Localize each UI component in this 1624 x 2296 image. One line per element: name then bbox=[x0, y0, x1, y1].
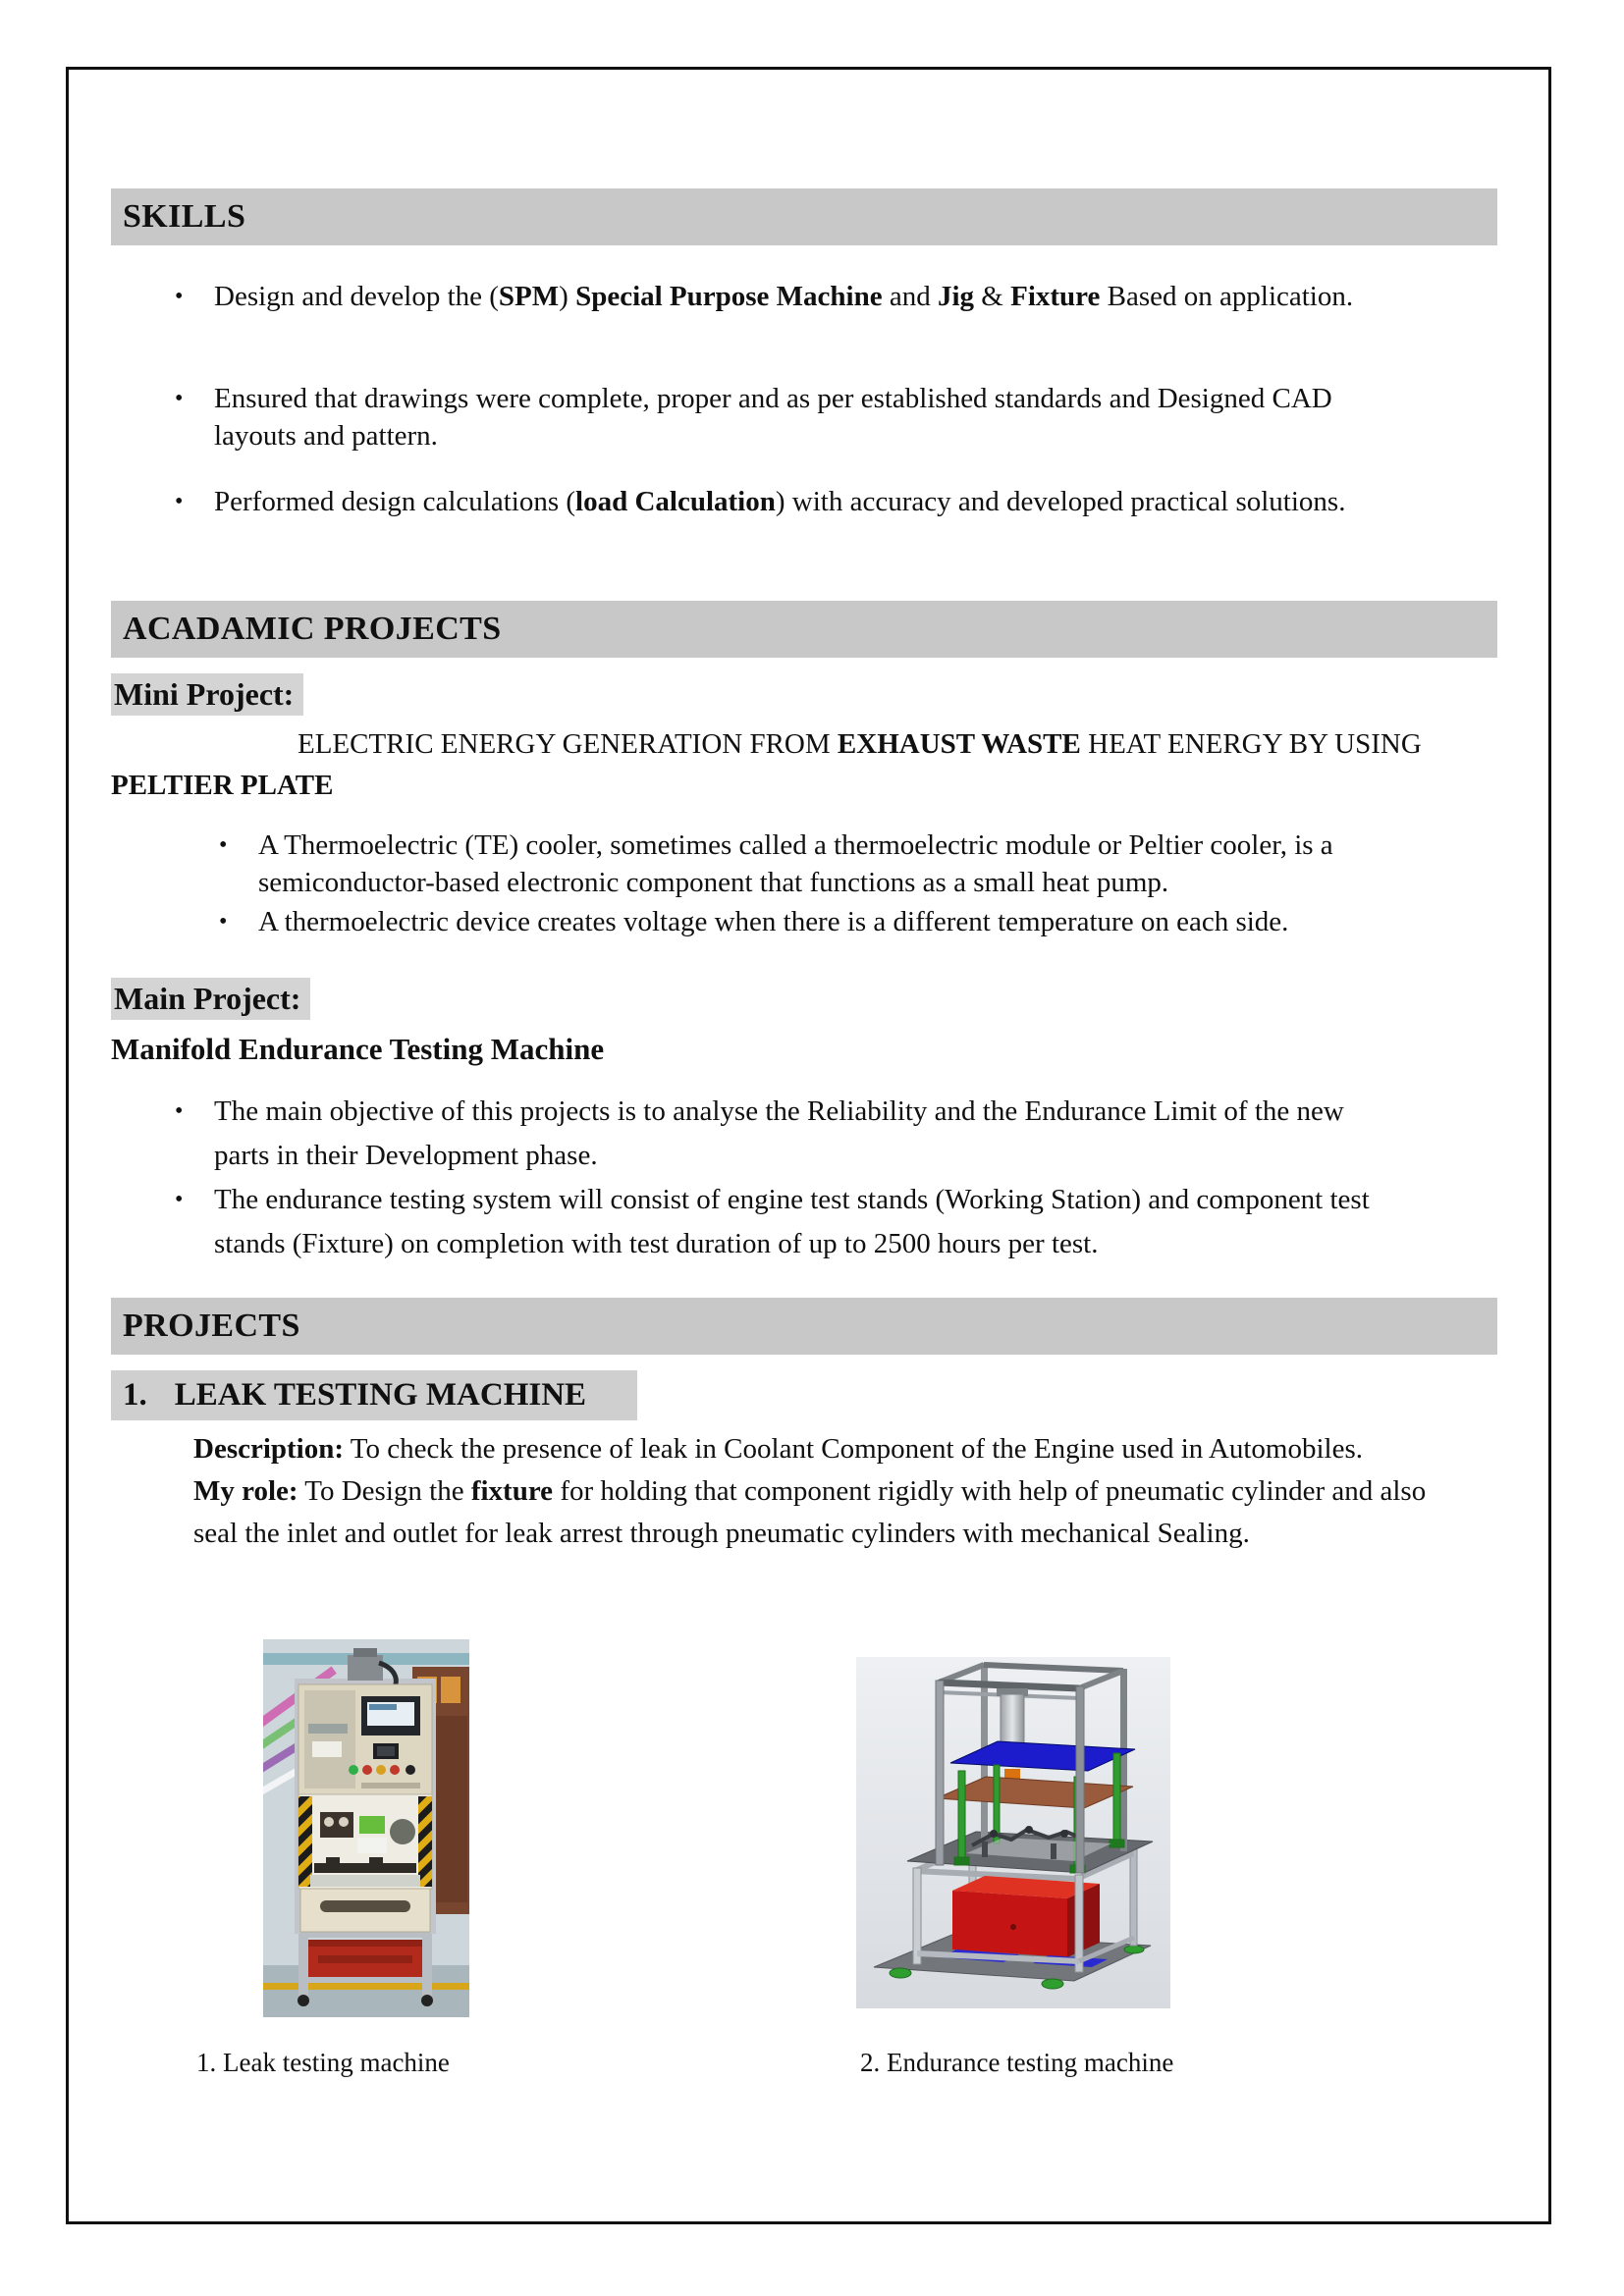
bullet-icon: • bbox=[219, 832, 228, 858]
project-1-title-label: LEAK TESTING MACHINE bbox=[174, 1377, 587, 1413]
main-bullet-1 bbox=[175, 1090, 1392, 1178]
academic-section-header bbox=[111, 601, 1497, 658]
main-bullet-2-text: The endurance testing system will consist of engine test stands (Working Station) and component test stands (Fixture) on completion with test duration of up to 2500 hours per test. bbox=[214, 1184, 1370, 1259]
project-1-description: Description: To check the presence of leak in Coolant Component of the Engine used in Automobiles. bbox=[193, 1433, 1364, 1465]
mini-bullet-1 bbox=[219, 827, 1358, 901]
mini-project-label-row bbox=[111, 673, 303, 716]
skills-bullet-3-text: Performed design calculations (load Calculation) with accuracy and developed practical solutions. bbox=[214, 486, 1346, 517]
mini-bullet-2-text: A thermoelectric device creates voltage when there is a different temperature on each side. bbox=[258, 906, 1289, 937]
caption-endurance-testing-machine: 2. Endurance testing machine bbox=[860, 2048, 1174, 2077]
main-project-title: Manifold Endurance Testing Machine bbox=[111, 1032, 605, 1066]
bullet-icon: • bbox=[219, 909, 228, 934]
skills-bullet-1-text: Design and develop the (SPM) Special Purpose Machine and Jig & Fixture Based on application. bbox=[214, 281, 1354, 312]
leak-testing-machine-photo bbox=[263, 1639, 469, 2017]
mini-bullet-2 bbox=[219, 903, 1358, 940]
lower-cabinet bbox=[300, 1889, 430, 1932]
bullet-icon: • bbox=[175, 386, 184, 411]
mini-project-title: ELECTRIC ENERGY GENERATION FROM EXHAUST WASTE HEAT ENERGY BY USING PELTIER PLATE bbox=[111, 728, 1422, 801]
control-panel bbox=[298, 1684, 432, 1794]
skills-bullet-2-text: Ensured that drawings were complete, proper and as per established standards and Designed CAD layouts and pattern. bbox=[214, 383, 1332, 452]
bullet-icon: • bbox=[175, 284, 184, 309]
academic-header-label: ACADAMIC PROJECTS bbox=[123, 611, 502, 647]
skills-header-label: SKILLS bbox=[123, 198, 246, 235]
skills-bullet-1 bbox=[175, 278, 1382, 315]
main-bullet-2 bbox=[175, 1178, 1392, 1266]
project-1-role: My role: To Design the fixture for holding that component rigidly with help of pneumatic cylinder and also seal the inlet and outlet for leak arrest through pneumatic cylinders with mechanical Sealing. bbox=[193, 1475, 1427, 1549]
hazard-stripe-right bbox=[418, 1796, 432, 1887]
work-chamber bbox=[298, 1794, 432, 1889]
projects-header-label: PROJECTS bbox=[123, 1308, 300, 1344]
hazard-stripe-left bbox=[298, 1796, 312, 1887]
main-project-label-row bbox=[111, 978, 310, 1020]
main-project-label: Main Project: bbox=[111, 978, 310, 1020]
projects-section-header bbox=[111, 1298, 1497, 1355]
red-bin bbox=[308, 1940, 422, 1977]
project-1-number: 1. bbox=[123, 1377, 147, 1413]
bullet-icon: • bbox=[175, 1187, 184, 1212]
mini-bullet-1-text: A Thermoelectric (TE) cooler, sometimes called a thermoelectric module or Peltier cooler, is a semiconductor-based electronic component that functions as a small heat pump. bbox=[258, 829, 1333, 898]
bullet-icon: • bbox=[175, 1098, 184, 1124]
mini-project-label: Mini Project: bbox=[111, 673, 303, 716]
project-1-body bbox=[193, 1428, 1465, 1555]
green-sticker bbox=[359, 1816, 385, 1834]
caption-leak-testing-machine: 1. Leak testing machine bbox=[196, 2048, 450, 2077]
skills-bullet-3 bbox=[175, 483, 1382, 520]
skills-section-header bbox=[111, 188, 1497, 245]
bullet-icon: • bbox=[175, 489, 184, 514]
main-bullet-1-text: The main objective of this projects is to analyse the Reliability and the Endurance Limit of the new parts in their Development phase. bbox=[214, 1095, 1344, 1171]
endurance-testing-machine-render bbox=[856, 1657, 1170, 2008]
skills-bullet-2 bbox=[175, 380, 1382, 454]
project-1-title bbox=[111, 1370, 637, 1420]
